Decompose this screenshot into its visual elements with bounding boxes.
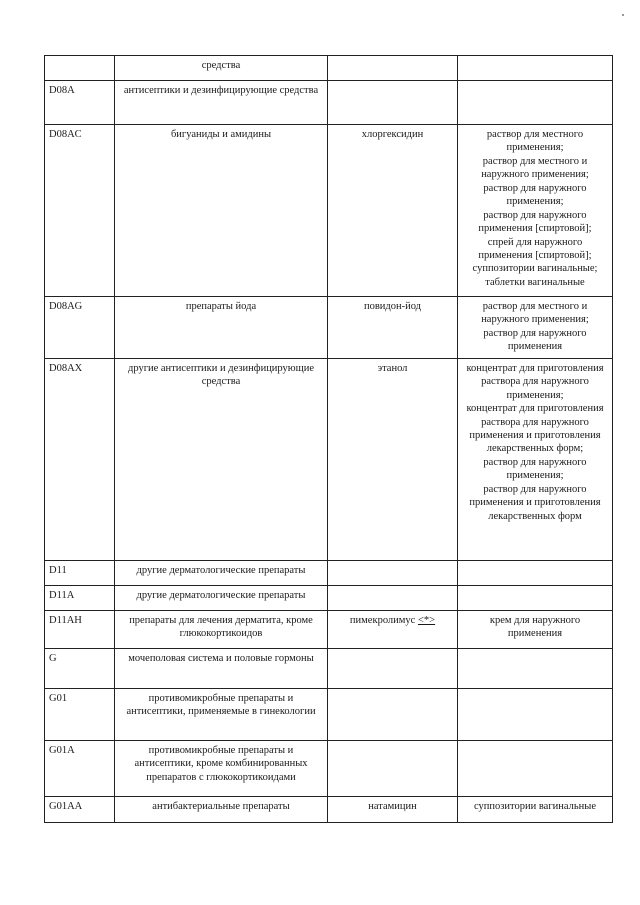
dosage-forms-cell	[458, 648, 613, 688]
drug-name: натамицин	[368, 800, 417, 812]
dosage-forms-cell	[458, 358, 613, 560]
atc-code-cell	[45, 56, 115, 81]
group-name-cell: другие дерматологические препараты	[115, 560, 328, 585]
drug-name-cell	[328, 688, 458, 740]
dosage-forms-cell	[458, 740, 613, 796]
drug-name: хлоргексидин	[361, 129, 424, 140]
table-row	[45, 688, 613, 740]
drug-name-cell	[328, 610, 458, 648]
dosage-form: крем для наружного применения	[489, 614, 581, 640]
group-name-cell: антибактериальные препараты	[115, 796, 328, 822]
table-row	[45, 610, 613, 648]
drug-name: этанол	[377, 362, 408, 374]
dosage-forms-cell	[458, 560, 613, 585]
atc-code-cell: D11A	[45, 585, 115, 610]
drug-name: пимекролимус	[349, 614, 416, 626]
table-row	[45, 81, 613, 125]
atc-code-cell: G	[45, 648, 115, 688]
atc-code-cell: D08AC	[45, 125, 115, 297]
dosage-forms-cell	[458, 585, 613, 610]
drug-name-cell	[328, 648, 458, 688]
atc-code-cell: D08AX	[45, 358, 115, 560]
dosage-form: раствор для местного и наружного применения;	[481, 155, 589, 181]
dosage-form: раствор для местного и наружного применения;	[481, 301, 589, 326]
table-row	[45, 560, 613, 585]
dosage-forms-cell	[458, 610, 613, 648]
drug-name: повидон-йод	[363, 301, 422, 312]
table-row	[45, 56, 613, 81]
dosage-form: раствор для наружного применения;	[483, 456, 587, 482]
group-name-cell: препараты йода	[115, 297, 328, 359]
dosage-form: суппозитории вагинальные;	[472, 263, 598, 275]
group-name-cell: противомикробные препараты и антисептики, применяемые в гинекологии	[115, 688, 328, 740]
dosage-form: раствор для наружного применения;	[483, 182, 587, 208]
dosage-forms-cell	[458, 796, 613, 822]
dosage-forms-cell	[458, 56, 613, 81]
dosage-form: концентрат для приготовления раствора для наружного применения;	[466, 362, 604, 401]
dosage-forms-cell	[458, 81, 613, 125]
group-name-cell: другие антисептики и дезинфицирующие средства	[115, 358, 328, 560]
drug-name-cell	[328, 358, 458, 560]
scan-speck	[622, 14, 624, 16]
dosage-form: раствор для наружного применения [спиртовой];	[478, 209, 592, 235]
dosage-form: суппозитории вагинальные	[474, 800, 596, 812]
dosage-forms-cell	[458, 297, 613, 359]
dosage-form: концентрат для приготовления раствора для наружного применения и приготовления лекарственных форм;	[466, 403, 604, 455]
drug-name-cell	[328, 560, 458, 585]
group-name-cell: антисептики и дезинфицирующие средства	[115, 81, 328, 125]
drug-name-cell	[328, 585, 458, 610]
group-name-cell: препараты для лечения дерматита, кроме глюкокортикоидов	[115, 610, 328, 648]
drug-name-cell	[328, 297, 458, 359]
dosage-form: спрей для наружного применения [спиртовой];	[478, 236, 592, 261]
dosage-form: таблетки вагинальные	[485, 276, 585, 288]
drug-classification-table	[44, 55, 613, 823]
table-row	[45, 796, 613, 822]
atc-code-cell: G01	[45, 688, 115, 740]
table-row	[45, 358, 613, 560]
group-name-cell: другие дерматологические препараты	[115, 585, 328, 610]
atc-code-cell: D11AH	[45, 610, 115, 648]
drug-name-cell	[328, 56, 458, 81]
atc-code-cell: G01A	[45, 740, 115, 796]
drug-name-cell	[328, 796, 458, 822]
atc-code-cell: G01AA	[45, 796, 115, 822]
group-name-cell: средства	[115, 56, 328, 81]
atc-code-cell: D08AG	[45, 297, 115, 359]
table-row	[45, 585, 613, 610]
group-name-cell: мочеполовая система и половые гормоны	[115, 648, 328, 688]
table-row	[45, 740, 613, 796]
footnote-link[interactable]: <*>	[417, 614, 436, 626]
table-row	[45, 648, 613, 688]
atc-code-cell: D08A	[45, 81, 115, 125]
dosage-forms-cell	[458, 688, 613, 740]
table-row	[45, 125, 613, 297]
dosage-form: раствор для наружного применения	[483, 327, 587, 353]
atc-code-cell: D11	[45, 560, 115, 585]
dosage-form: раствор для местного применения;	[486, 129, 584, 154]
drug-name-cell	[328, 125, 458, 297]
dosage-forms-cell	[458, 125, 613, 297]
drug-name-cell	[328, 81, 458, 125]
group-name-cell: бигуаниды и амидины	[115, 125, 328, 297]
drug-name-cell	[328, 740, 458, 796]
table-row	[45, 297, 613, 359]
dosage-form: раствор для наружного применения и приготовления лекарственных форм	[469, 483, 601, 522]
group-name-cell: противомикробные препараты и антисептики, кроме комбинированных препаратов с глюкокортикоидами	[115, 740, 328, 796]
